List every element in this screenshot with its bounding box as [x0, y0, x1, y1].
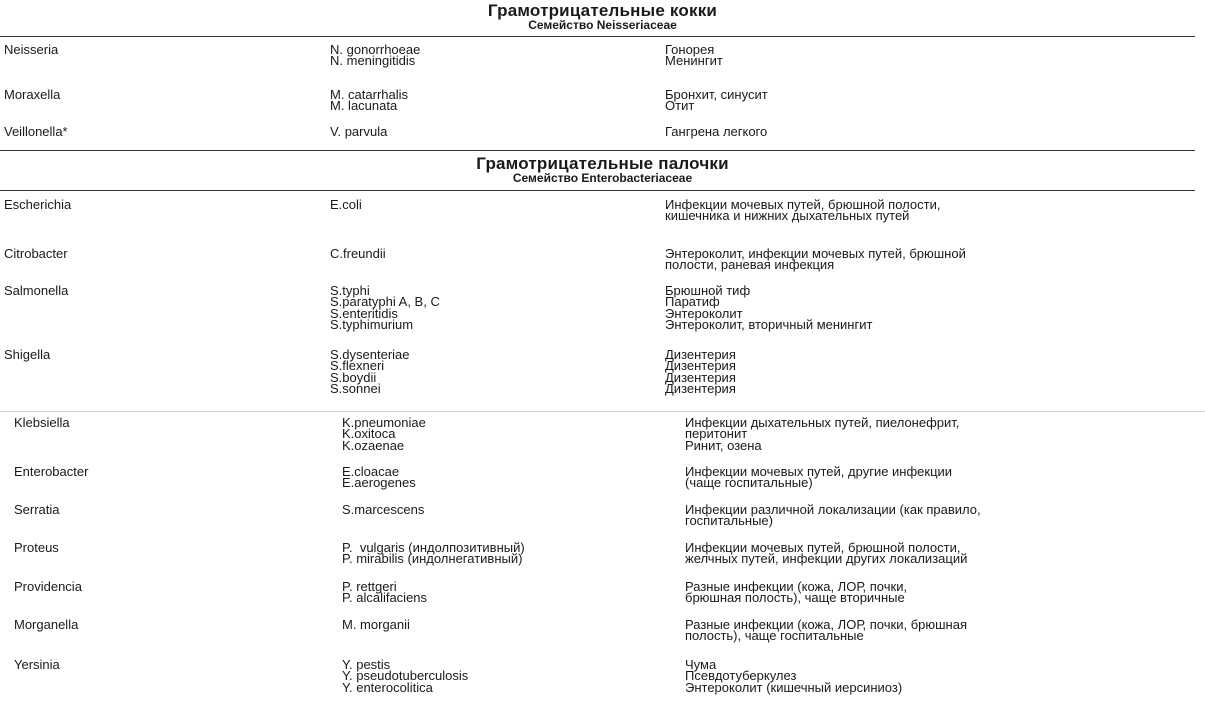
species-name: K.pneumoniae	[342, 415, 426, 430]
species-cell	[342, 581, 427, 604]
species-name: K.oxitoca	[342, 426, 396, 442]
species-name: S.typhi	[330, 283, 370, 298]
species-name: V. parvula	[330, 124, 388, 139]
header-divider	[0, 36, 1195, 37]
species-name: S.enteritidis	[330, 305, 398, 321]
genus-cell: Klebsiella	[14, 415, 70, 430]
disease-name: Инфекции мочевых путей, брюшной полости,	[685, 540, 961, 555]
disease-name: Энтероколит	[665, 305, 743, 321]
genus-cell: Providencia	[14, 579, 82, 594]
disease-name: (чаще госпитальные)	[685, 475, 813, 491]
disease-name: Инфекции дыхательных путей, пиелонефрит,	[685, 415, 960, 430]
disease-name: Разные инфекции (кожа, ЛОР, почки, брюшная	[685, 617, 967, 632]
genus-cell: Salmonella	[4, 283, 69, 298]
disease-cell	[665, 199, 940, 222]
species-name: M. lacunata	[330, 98, 398, 114]
disease-cell	[685, 619, 967, 642]
disease-cell	[685, 504, 981, 527]
genus-cell: Serratia	[14, 502, 60, 517]
disease-cell	[685, 417, 959, 451]
species-name: Y. pseudotuberculosis	[342, 668, 469, 684]
disease-name: Гонорея	[665, 42, 715, 57]
disease-name: кишечника и нижних дыхательных путей	[665, 208, 910, 224]
species-name: Y. pestis	[342, 657, 391, 672]
disease-cell	[665, 349, 736, 395]
disease-name: Дизентерия	[665, 381, 736, 397]
species-name: E.aerogenes	[342, 475, 416, 491]
species-cell	[342, 504, 424, 515]
disease-name: Инфекции мочевых путей, другие инфекции	[685, 464, 953, 479]
species-name: S.marcescens	[342, 502, 425, 517]
species-name: P. vulgaris (индолпозитивный)	[342, 540, 525, 555]
species-cell	[342, 619, 410, 630]
species-cell	[342, 466, 416, 489]
disease-name: Дизентерия	[665, 358, 736, 374]
disease-cell	[665, 44, 723, 67]
species-name: S.flexneri	[330, 358, 385, 374]
species-name: N. gonorrhoeae	[330, 42, 421, 57]
disease-name: желчных путей, инфекции других локализаций	[685, 551, 968, 567]
species-cell	[342, 542, 525, 565]
disease-cell	[685, 581, 907, 604]
disease-name: полости, раневая инфекция	[665, 257, 835, 273]
species-name: S.boydii	[330, 369, 377, 385]
disease-name: Дизентерия	[665, 369, 736, 385]
disease-cell	[665, 248, 966, 271]
species-name: S.typhimurium	[330, 317, 414, 333]
genus-cell: Citrobacter	[4, 246, 68, 261]
section-subtitle: Семейство Neisseriaceae	[528, 18, 677, 32]
disease-cell	[665, 285, 872, 331]
disease-name: Гангрена легкого	[665, 124, 768, 139]
disease-cell	[665, 126, 767, 137]
genus-cell: Veillonella*	[4, 124, 68, 139]
disease-name: Инфекции мочевых путей, брюшной полости,	[665, 197, 941, 212]
species-name: E.coli	[330, 197, 362, 212]
genus-cell: Morganella	[14, 617, 79, 632]
disease-name: брюшная полость), чаще вторичные	[685, 590, 905, 606]
species-name: N. meningitidis	[330, 53, 416, 69]
disease-name: Менингит	[665, 53, 723, 69]
header-divider	[0, 190, 1195, 191]
disease-name: полость), чаще госпитальные	[685, 628, 864, 644]
species-cell	[342, 417, 426, 451]
section-subtitle: Семейство Enterobacteriaceae	[512, 171, 693, 185]
disease-name: Ринит, озена	[685, 437, 762, 453]
species-cell	[330, 126, 387, 137]
genus-cell: Neisseria	[4, 42, 59, 57]
species-cell	[330, 248, 386, 259]
genus-cell: Proteus	[14, 540, 59, 555]
disease-cell	[685, 466, 952, 489]
disease-name: Бронхит, синусит	[665, 87, 768, 102]
species-name: K.ozaenae	[342, 437, 405, 453]
species-name: P. rettgeri	[342, 579, 397, 594]
disease-name: госпитальные)	[685, 513, 773, 529]
disease-name: Паратиф	[665, 294, 720, 310]
species-name: E.cloacae	[342, 464, 400, 479]
species-cell	[330, 285, 440, 331]
species-cell	[330, 199, 362, 210]
disease-cell	[685, 542, 967, 565]
species-name: S.paratyphi A, B, C	[330, 294, 440, 310]
disease-name: Дизентерия	[665, 347, 736, 362]
section-divider	[0, 150, 1195, 151]
section-title: Грамотрицательные палочки	[476, 154, 729, 173]
species-cell	[330, 349, 410, 395]
disease-name: Энтероколит, инфекции мочевых путей, брюшной	[665, 246, 966, 261]
section-header-cocci	[0, 2, 1205, 32]
disease-cell	[685, 659, 902, 693]
disease-name: Энтероколит (кишечный иерсиниоз)	[685, 679, 903, 695]
disease-cell	[665, 89, 768, 112]
disease-name: Брюшной тиф	[665, 283, 751, 298]
species-name: P. mirabilis (индолнегативный)	[342, 551, 523, 567]
genus-cell: Yersinia	[14, 657, 60, 672]
section-title: Грамотрицательные кокки	[487, 1, 718, 20]
disease-name: Инфекции различной локализации (как правило,	[685, 502, 981, 517]
disease-name: Разные инфекции (кожа, ЛОР, почки,	[685, 579, 908, 594]
genus-cell: Escherichia	[4, 197, 72, 212]
disease-name: Псевдотуберкулез	[685, 668, 797, 684]
section-header-rods	[0, 155, 1205, 185]
disease-name: Чума	[685, 657, 717, 672]
species-name: C.freundii	[330, 246, 386, 261]
species-name: M. catarrhalis	[330, 87, 409, 102]
row-divider	[0, 411, 1205, 412]
species-name: Y. enterocolitica	[342, 679, 433, 695]
species-cell	[342, 659, 468, 693]
disease-name: перитонит	[685, 426, 748, 442]
species-name: P. alcalifaciens	[342, 590, 428, 606]
disease-name: Энтероколит, вторичный менингит	[665, 317, 873, 333]
genus-cell: Enterobacter	[14, 464, 89, 479]
species-cell	[330, 89, 408, 112]
species-name: M. morganii	[342, 617, 410, 632]
disease-name: Отит	[665, 98, 695, 114]
species-cell	[330, 44, 420, 67]
species-name: S.dysenteriae	[330, 347, 410, 362]
genus-cell: Moraxella	[4, 87, 61, 102]
species-name: S.sonnei	[330, 381, 381, 397]
genus-cell: Shigella	[4, 347, 51, 362]
